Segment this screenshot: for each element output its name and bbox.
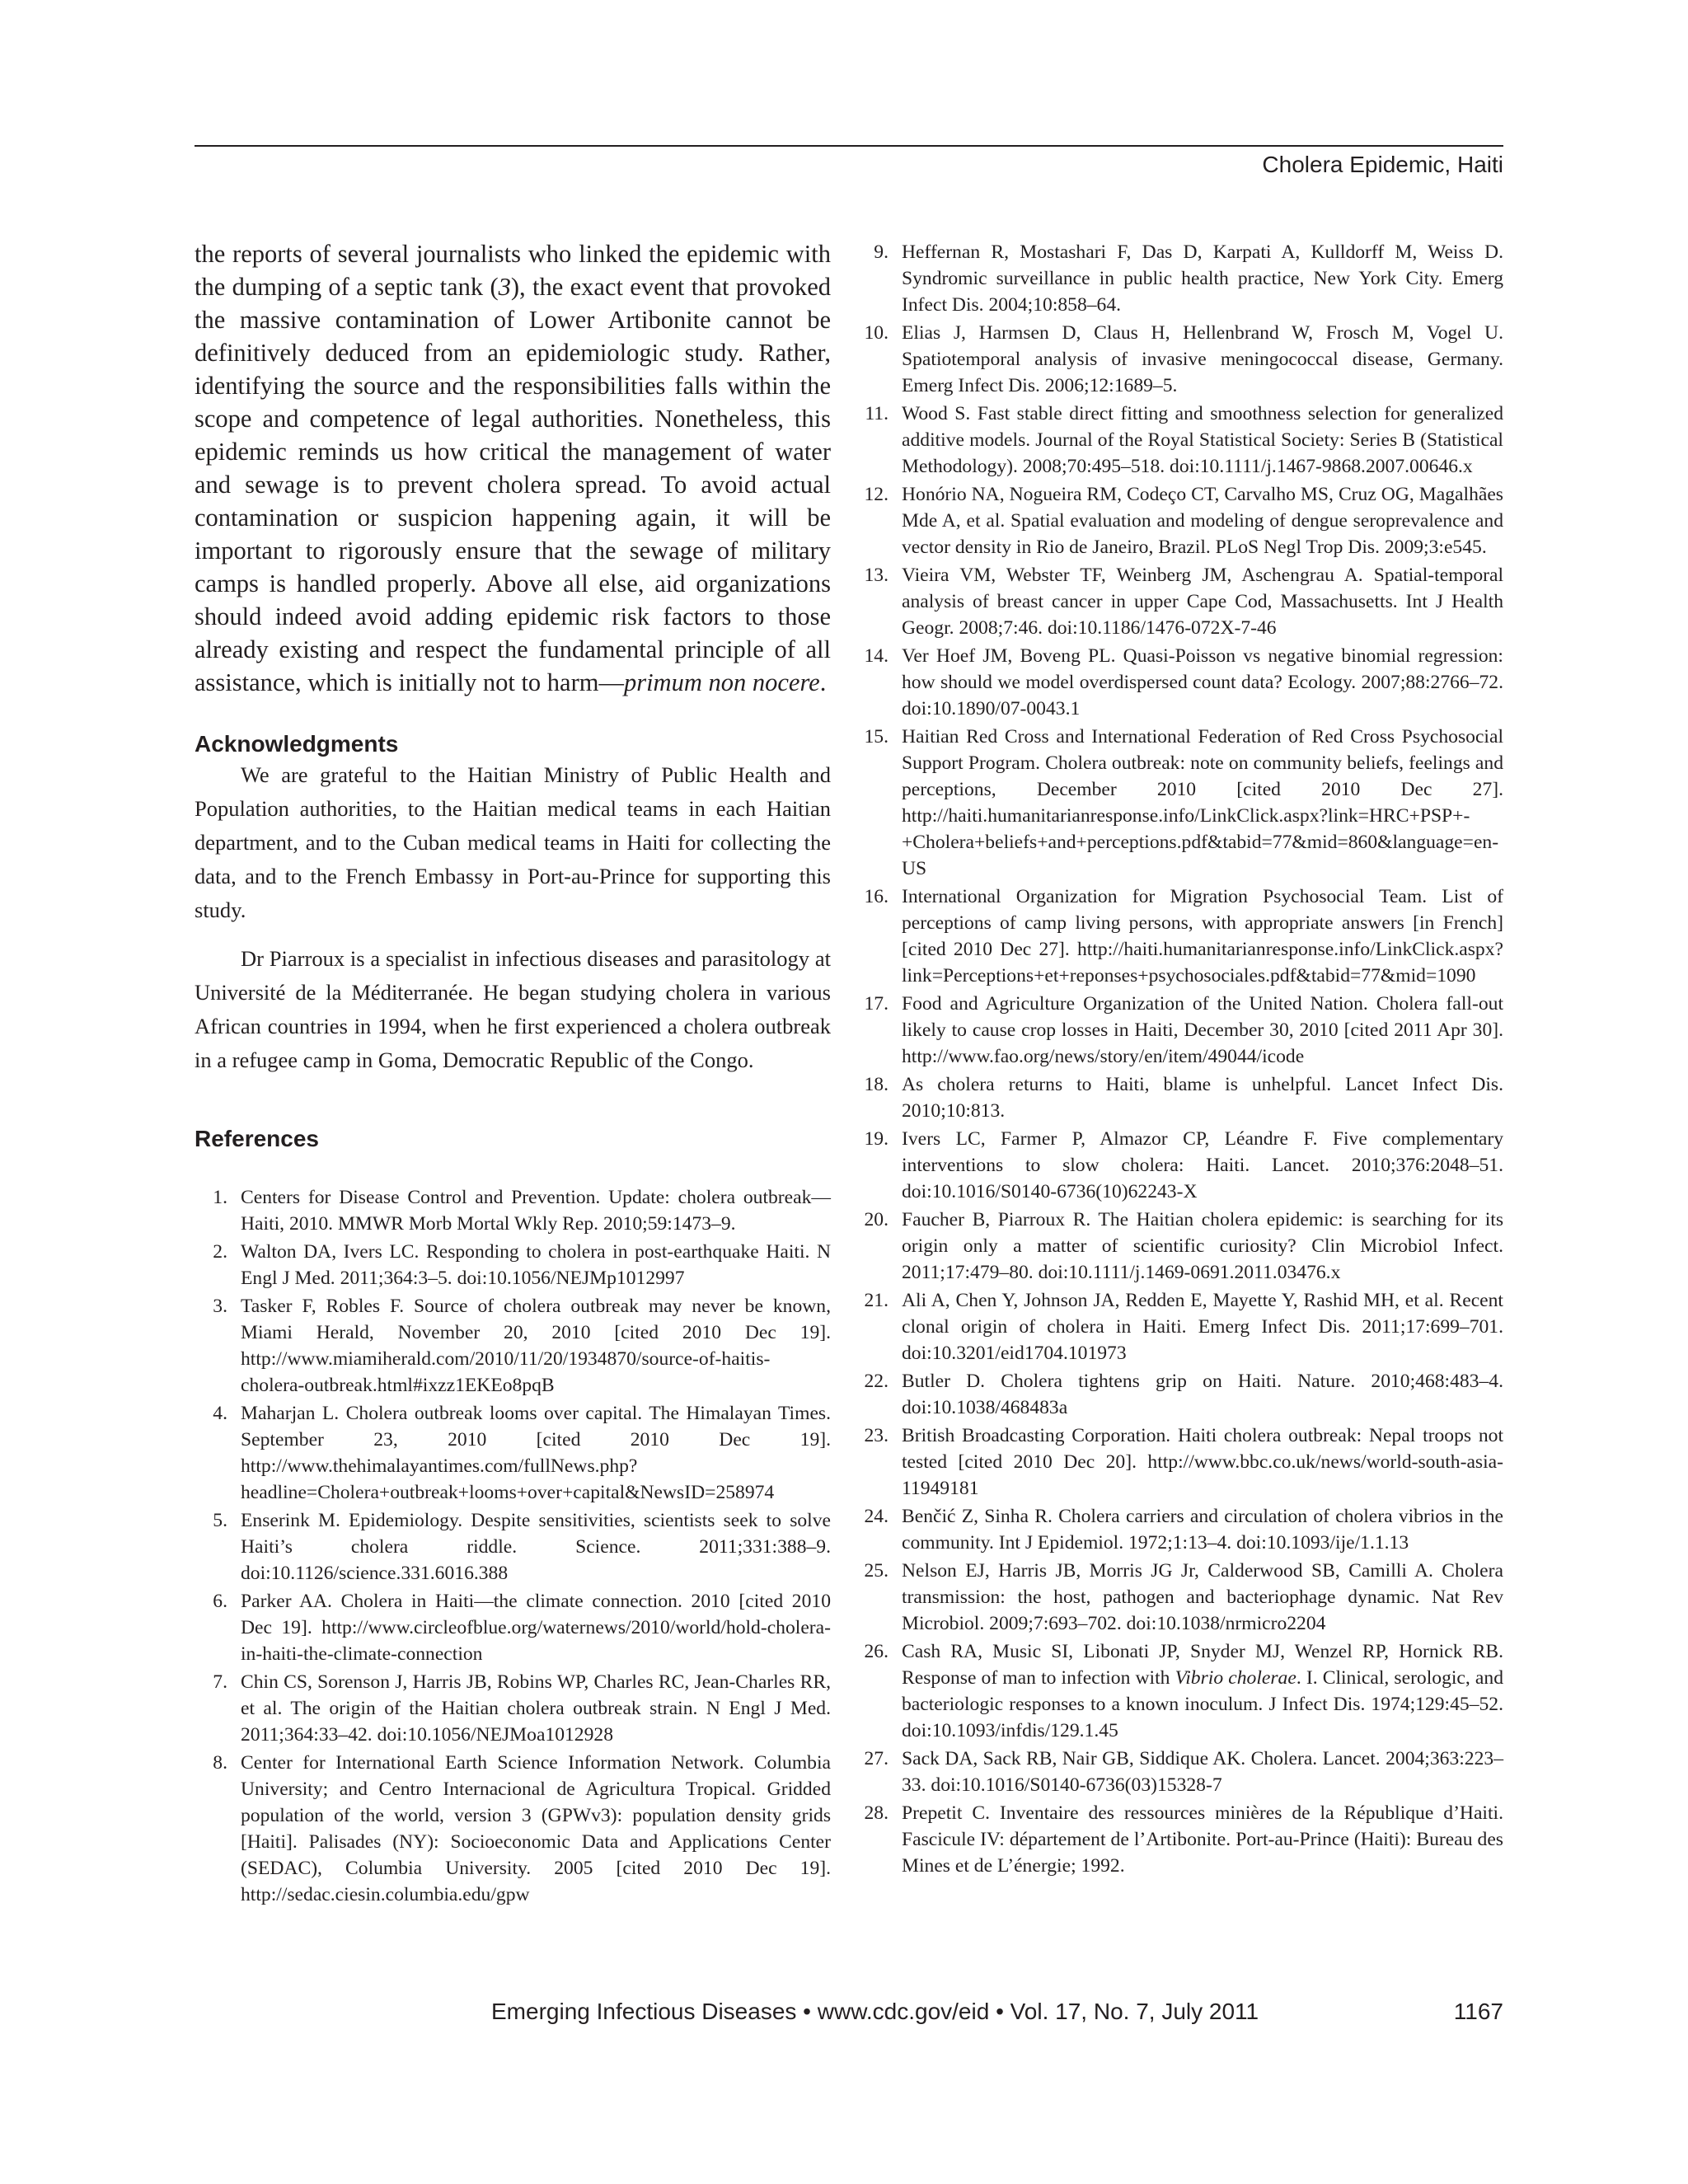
header-rule xyxy=(195,145,1503,147)
reference-item xyxy=(856,1746,1503,1798)
reference-number: 18. xyxy=(864,1074,889,1095)
reference-list-right xyxy=(856,239,1503,1879)
running-head: Cholera Epidemic, Haiti xyxy=(1262,152,1503,177)
reference-item xyxy=(856,401,1503,480)
reference-number: 26. xyxy=(864,1641,889,1662)
reference-number: 22. xyxy=(864,1371,889,1392)
reference-item xyxy=(195,1293,831,1399)
paragraph-start: the reports of several journalists who linked the epidemic with the dumping of a septic tank ( xyxy=(195,240,831,301)
page-number: 1167 xyxy=(1453,1999,1503,2024)
reference-number: 24. xyxy=(864,1506,889,1527)
reference-item xyxy=(856,562,1503,641)
reference-text: Elias J, Harmsen D, Claus H, Hellenbrand W, Frosch M, Vogel U. Spatiotemporal analysis of invasive meningococcal disease, Germany. Emerg Infect Dis. 2006;12:1689–5. xyxy=(902,322,1503,396)
reference-item xyxy=(856,1800,1503,1879)
reference-item xyxy=(856,1368,1503,1421)
reference-number: 8. xyxy=(213,1752,227,1774)
author-bio: Dr Piarroux is a specialist in infectious diseases and parasitology at Université de la Méditerranée. He began studying cholera in various African countries in 1994, when he first experienced a cholera outbreak in a refugee camp in Goma, Democratic Republic of the Congo. xyxy=(195,946,831,1072)
reference-number: 25. xyxy=(864,1560,889,1582)
reference-text: Food and Agriculture Organization of the United Nation. Cholera fall-out likely to cause crop losses in Haiti, December 30, 2010 [cited 2011 Apr 30]. http://www.fao.org/news/story/en/item/49044/icode xyxy=(902,993,1503,1067)
right-column xyxy=(856,239,1503,1881)
paragraph-end: . xyxy=(819,668,827,696)
reference-number: 27. xyxy=(864,1748,889,1769)
reference-item xyxy=(856,1071,1503,1124)
acknowledgments-text: We are grateful to the Haitian Ministry of Public Health and Population authorities, to the Haitian medical teams in each Haitian department, and to the Cuban medical teams in Haiti for collecting the data, and to the French Embassy in Port-au-Prince for supporting this study. xyxy=(195,762,831,922)
reference-item xyxy=(856,1503,1503,1556)
reference-item xyxy=(856,320,1503,399)
reference-item xyxy=(195,1400,831,1506)
reference-text: Prepetit C. Inventaire des ressources minières de la République d’Haiti. Fascicule IV: département de l’Artibonite. Port-au-Prince (Haiti): Bureau des Mines et de L’énergie; 1992. xyxy=(902,1802,1503,1877)
reference-item xyxy=(195,1239,831,1291)
reference-text: Heffernan R, Mostashari F, Das D, Karpati A, Kulldorff M, Weiss D. Syndromic surveillance in public health practice, New York City. Emerg Infect Dis. 2004;10:858–64. xyxy=(902,241,1503,316)
reference-item xyxy=(856,239,1503,318)
reference-item xyxy=(856,724,1503,882)
reference-text: Cash RA, Music SI, Libonati JP, Snyder MJ, Wenzel RP, Hornick RB. Response of man to infection with xyxy=(902,1641,1503,1689)
reference-list-left xyxy=(195,1184,831,1908)
reference-number: 5. xyxy=(213,1510,227,1531)
reference-italic: Vibrio cholerae xyxy=(1175,1667,1296,1689)
reference-number: 6. xyxy=(213,1591,227,1612)
reference-number: 9. xyxy=(874,241,889,263)
latin-phrase: primum non nocere xyxy=(623,668,820,696)
reference-number: 20. xyxy=(864,1209,889,1230)
reference-item xyxy=(856,991,1503,1070)
reference-text: Vieira VM, Webster TF, Weinberg JM, Aschengrau A. Spatial-temporal analysis of breast cancer in upper Cape Cod, Massachusetts. Int J Health Geogr. 2008;7:46. doi:10.1186/1476-072X-7-46 xyxy=(902,565,1503,639)
reference-text: International Organization for Migration Psychosocial Team. List of perceptions of camp living persons, with appropriate answers [in French] [cited 2010 Dec 27]. http://haiti.humanitarianresponse.info/LinkClick.aspx?link=Perceptions+et+reponses+psychosociales.pdf&tabid=77&mid=1090 xyxy=(902,886,1503,987)
reference-item xyxy=(856,883,1503,989)
reference-text: Chin CS, Sorenson J, Harris JB, Robins WP, Charles RC, Jean-Charles RR, et al. The origin of the Haitian cholera outbreak strain. N Engl J Med. 2011;364:33–42. doi:10.1056/NEJMoa1012928 xyxy=(241,1671,831,1746)
reference-item xyxy=(856,1126,1503,1205)
reference-number: 2. xyxy=(213,1241,227,1263)
reference-number: 10. xyxy=(864,322,889,344)
reference-number: 16. xyxy=(864,886,889,907)
reference-item xyxy=(856,1558,1503,1637)
reference-text: Enserink M. Epidemiology. Despite sensitivities, scientists seek to solve Haiti’s cholera riddle. Science. 2011;331:388–9. doi:10.1126/science.331.6016.388 xyxy=(241,1510,831,1584)
reference-number: 17. xyxy=(864,993,889,1015)
left-column xyxy=(195,237,831,1910)
reference-number: 21. xyxy=(864,1290,889,1311)
reference-text: Center for International Earth Science Information Network. Columbia University; and Centro Internacional de Agricultura Tropical. Gridded population of the world, version 3 (GPWv3): population density grids [Haiti]. Palisades (NY): Socioeconomic Data and Applications Center (SEDAC), Columbia University. 2005 [cited 2010 Dec 19]. http://sedac.ciesin.columbia.edu/gpw xyxy=(241,1752,831,1905)
reference-item xyxy=(195,1184,831,1237)
body-paragraph xyxy=(195,237,831,699)
reference-text: Sack DA, Sack RB, Nair GB, Siddique AK. Cholera. Lancet. 2004;363:223–33. doi:10.1016/S0140-6736(03)15328-7 xyxy=(902,1748,1503,1796)
paragraph-middle: ), the exact event that provoked the massive contamination of Lower Artibonite cannot be definitively deduced from an epidemiologic study. Rather, identifying the source and the responsibilities falls within the scope and competence of legal authorities. Nonetheless, this epidemic reminds us how critical the management of water and sewage is to prevent cholera spread. To avoid actual contamination or suspicion happening again, it will be important to rigorously ensure that the sewage of military camps is handled properly. Above all else, aid organizations should indeed avoid adding epidemic risk factors to those already existing and respect the fundamental principle of all assistance, which is initially not to harm xyxy=(195,273,831,696)
reference-number: 13. xyxy=(864,565,889,586)
acknowledgments-heading: Acknowledgments xyxy=(195,731,399,757)
reference-number: 11. xyxy=(865,403,889,424)
reference-text: Butler D. Cholera tightens grip on Haiti. Nature. 2010;468:483–4. doi:10.1038/468483a xyxy=(902,1371,1503,1418)
reference-text: Tasker F, Robles F. Source of cholera outbreak may never be known, Miami Herald, November 20, 2010 [cited 2010 Dec 19]. http://www.miamiherald.com/2010/11/20/1934870/source-of-haitis-cholera-outbreak.html#ixzz1EKEo8pqB xyxy=(241,1296,831,1396)
reference-item xyxy=(856,1207,1503,1286)
reference-number: 7. xyxy=(213,1671,227,1693)
reference-text-after: . I. Clinical, serologic, and bacteriologic responses to a known inoculum. J Infect Dis. 1974;129:45–52. doi:10.1093/infdis/129.1.45 xyxy=(902,1667,1503,1741)
reference-item xyxy=(856,481,1503,560)
reference-number: 3. xyxy=(213,1296,227,1317)
reference-text: Ali A, Chen Y, Johnson JA, Redden E, Mayette Y, Rashid MH, et al. Recent clonal origin of cholera in Haiti. Emerg Infect Dis. 2011;17:699–701. doi:10.3201/eid1704.101973 xyxy=(902,1290,1503,1364)
reference-text: Faucher B, Piarroux R. The Haitian cholera epidemic: is searching for its origin only a matter of scientific curiosity? Clin Microbiol Infect. 2011;17:479–80. doi:10.1111/j.1469-0691.2011.03476.x xyxy=(902,1209,1503,1283)
references-heading: References xyxy=(195,1126,319,1151)
reference-text: Parker AA. Cholera in Haiti—the climate connection. 2010 [cited 2010 Dec 19]. http://www.circleofblue.org/waternews/2010/world/hold-cholera-in-haiti-the-climate-connection xyxy=(241,1591,831,1665)
reference-number: 19. xyxy=(864,1128,889,1150)
reference-text: British Broadcasting Corporation. Haiti cholera outbreak: Nepal troops not tested [cited 2010 Dec 20]. http://www.bbc.co.uk/news/world-south-asia-11949181 xyxy=(902,1425,1503,1499)
reference-number: 28. xyxy=(864,1802,889,1824)
reference-text: Ivers LC, Farmer P, Almazor CP, Léandre F. Five complementary interventions to slow cholera: Haiti. Lancet. 2010;376:2048–51. doi:10.1016/S0140-6736(10)62243-X xyxy=(902,1128,1503,1202)
reference-item xyxy=(856,643,1503,722)
reference-item xyxy=(195,1669,831,1748)
reference-item xyxy=(195,1588,831,1667)
citation-3[interactable]: 3 xyxy=(498,273,511,301)
reference-item xyxy=(856,1287,1503,1366)
reference-text: Nelson EJ, Harris JB, Morris JG Jr, Calderwood SB, Camilli A. Cholera transmission: the host, pathogen and bacteriophage dynamic. Nat Rev Microbiol. 2009;7:693–702. doi:10.1038/nrmicro2204 xyxy=(902,1560,1503,1634)
em-dash: — xyxy=(598,668,624,696)
reference-text: Centers for Disease Control and Prevention. Update: cholera outbreak—Haiti, 2010. MMWR Morb Mortal Wkly Rep. 2010;59:1473–9. xyxy=(241,1187,831,1235)
reference-text: Honório NA, Nogueira RM, Codeço CT, Carvalho MS, Cruz OG, Magalhães Mde A, et al. Spatial evaluation and modeling of dengue seroprevalence and vector density in Rio de Janeiro, Brazil. PLoS Negl Trop Dis. 2009;3:e545. xyxy=(902,484,1503,558)
reference-number: 15. xyxy=(864,726,889,748)
reference-number: 14. xyxy=(864,645,889,667)
reference-text: Haitian Red Cross and International Federation of Red Cross Psychosocial Support Program. Cholera outbreak: note on community beliefs, feelings and perceptions, December 2010 [cited 2010 Dec 27]. http://haiti.humanitarianresponse.info/LinkClick.aspx?link=HRC+PSP+-+Cholera+beliefs+and+perceptions.pdf&tabid=77&mid=860&language=en-US xyxy=(902,726,1503,879)
reference-item xyxy=(195,1750,831,1908)
journal-footer: Emerging Infectious Diseases • www.cdc.gov/eid • Vol. 17, No. 7, July 2011 xyxy=(491,1999,1259,2024)
reference-text: Wood S. Fast stable direct fitting and smoothness selection for generalized additive models. Journal of the Royal Statistical Society: Series B (Statistical Methodology). 2008;70:495–518. doi:10.1111/j.1467-9868.2007.00646.x xyxy=(902,403,1503,477)
reference-item xyxy=(195,1507,831,1586)
reference-number: 1. xyxy=(213,1187,227,1208)
reference-text: As cholera returns to Haiti, blame is unhelpful. Lancet Infect Dis. 2010;10:813. xyxy=(902,1074,1503,1122)
reference-number: 12. xyxy=(864,484,889,505)
reference-item xyxy=(856,1422,1503,1502)
reference-number: 23. xyxy=(864,1425,889,1446)
reference-text: Walton DA, Ivers LC. Responding to cholera in post-earthquake Haiti. N Engl J Med. 2011;364:3–5. doi:10.1056/NEJMp1012997 xyxy=(241,1241,831,1289)
reference-text: Maharjan L. Cholera outbreak looms over capital. The Himalayan Times. September 23, 2010 [cited 2010 Dec 19]. http://www.thehimalayantimes.com/fullNews.php?headline=Cholera+outbreak+looms+over+capital&NewsID=258974 xyxy=(241,1403,831,1503)
reference-text: Ver Hoef JM, Boveng PL. Quasi-Poisson vs negative binomial regression: how should we model overdispersed count data? Ecology. 2007;88:2766–72. doi:10.1890/07-0043.1 xyxy=(902,645,1503,719)
reference-item xyxy=(856,1638,1503,1744)
reference-text: Benčić Z, Sinha R. Cholera carriers and circulation of cholera vibrios in the community. Int J Epidemiol. 1972;1:13–4. doi:10.1093/ije/1.1.13 xyxy=(902,1506,1503,1554)
reference-number: 4. xyxy=(213,1403,227,1424)
